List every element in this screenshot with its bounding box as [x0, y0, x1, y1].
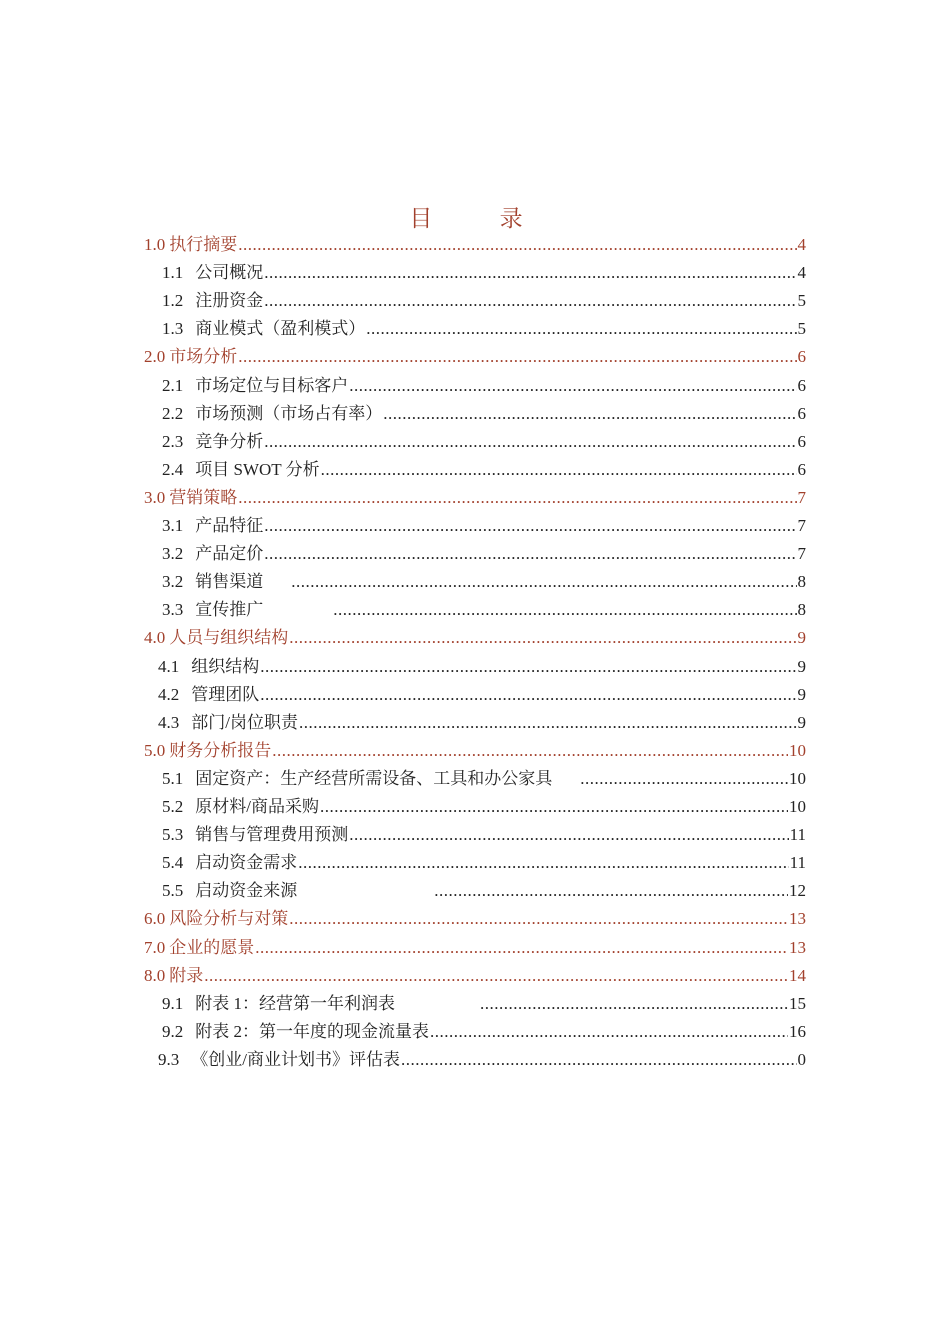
- toc-entry[interactable]: [162, 428, 806, 456]
- toc-leader-dots: [333, 596, 796, 624]
- toc-entry-page: 5: [797, 291, 806, 311]
- toc-leader-dots: [321, 456, 797, 484]
- toc-leader-dots: [238, 343, 796, 371]
- toc-entry-page: 12: [789, 881, 806, 901]
- toc-leader-dots: [480, 990, 788, 1018]
- toc-leader-dots: [264, 512, 796, 540]
- toc-entry[interactable]: [144, 231, 806, 259]
- toc-entry[interactable]: [162, 540, 806, 568]
- toc-entry-number: 5.5: [162, 881, 184, 901]
- toc-entry-number: 4.1: [158, 656, 180, 676]
- toc-entry-number: 6.0: [144, 909, 166, 929]
- toc-entry[interactable]: [162, 793, 806, 821]
- toc-entry[interactable]: [144, 905, 806, 933]
- toc-entry[interactable]: [144, 343, 806, 371]
- toc-entry-page: 8: [797, 572, 806, 592]
- toc-entry-page: 6: [797, 459, 806, 479]
- toc-entry-page: 6: [797, 347, 806, 367]
- toc-entry[interactable]: [162, 821, 806, 849]
- toc-leader-dots: [255, 934, 788, 962]
- toc-entry-number: 9.3: [158, 1049, 180, 1069]
- toc-leader-dots: [238, 484, 796, 512]
- toc-entry[interactable]: [162, 287, 806, 315]
- toc-leader-dots: [289, 905, 788, 933]
- toc-entry[interactable]: [162, 849, 806, 877]
- toc-entry-number: 2.0: [144, 347, 166, 367]
- toc-entry-number: 7.0: [144, 937, 166, 957]
- toc-entry-page: 9: [797, 628, 806, 648]
- toc-leader-dots: [260, 681, 796, 709]
- toc-leader-dots: [264, 287, 796, 315]
- toc-entry[interactable]: [144, 484, 806, 512]
- toc-entry-number: 2.1: [162, 375, 184, 395]
- toc-leader-dots: [349, 821, 788, 849]
- toc-entry[interactable]: [158, 681, 806, 709]
- toc-entry-title: 财务分析报告: [169, 740, 272, 760]
- toc-entry[interactable]: [162, 765, 806, 793]
- toc-entry-title: 部门/岗位职责: [191, 712, 298, 732]
- toc-leader-dots: [260, 653, 796, 681]
- toc-entry-title: 启动资金来源: [195, 881, 298, 901]
- toc-entry-page: 7: [797, 487, 806, 507]
- toc-entry-number: 5.0: [144, 740, 166, 760]
- toc-entry-number: 1.1: [162, 263, 184, 283]
- toc-entry-number: 3.1: [162, 516, 184, 535]
- toc-entry-page: 16: [789, 1021, 806, 1041]
- toc-entry-title: 附表 2：第一年度的现金流量表: [195, 1021, 429, 1041]
- toc-entry-title: 销售与管理费用预测: [195, 825, 349, 845]
- toc-entry-title: 组织结构: [191, 656, 260, 676]
- toc-leader-dots: [291, 568, 796, 596]
- toc-entry-title: 启动资金需求: [195, 853, 298, 873]
- toc-entry[interactable]: [162, 512, 806, 540]
- toc-entry[interactable]: [162, 400, 806, 428]
- toc-entry-page: 6: [797, 375, 806, 395]
- toc-entry-page: 14: [789, 965, 806, 985]
- toc-entry-title: 附录: [169, 965, 204, 985]
- toc-entry-page: 15: [789, 993, 806, 1013]
- toc-entry[interactable]: [162, 456, 806, 484]
- toc-leader-dots: [366, 315, 796, 343]
- toc-entry-title: 市场分析: [169, 347, 238, 367]
- toc-entry-page: 11: [789, 825, 806, 845]
- toc-entry-number: 1.0: [144, 235, 166, 254]
- toc-leader-dots: [434, 877, 788, 905]
- toc-entry[interactable]: [162, 596, 806, 624]
- toc-entry[interactable]: [144, 624, 806, 652]
- toc-entry[interactable]: [162, 1018, 806, 1046]
- toc-entry-number: 5.2: [162, 797, 184, 816]
- toc-entry-page: 4: [797, 235, 806, 254]
- toc-leader-dots: [264, 428, 796, 456]
- toc-entry-number: 4.0: [144, 628, 166, 648]
- toc-entry-page: 11: [789, 853, 806, 873]
- toc-entry-number: 2.3: [162, 431, 184, 451]
- toc-leader-dots: [430, 1018, 788, 1046]
- toc-entry-page: 9: [797, 712, 806, 732]
- toc-entry[interactable]: [162, 372, 806, 400]
- toc-entry-title: 商业模式（盈利模式）: [195, 319, 366, 339]
- toc-entry-title: 项目 SWOT 分析: [195, 459, 320, 479]
- toc-entry-title: 宣传推广: [195, 600, 264, 620]
- toc-leader-dots: [272, 737, 788, 765]
- toc-entry-number: 4.3: [158, 712, 180, 732]
- toc-leader-dots: [349, 372, 796, 400]
- toc-entry[interactable]: [144, 962, 806, 990]
- toc-entry-number: 9.2: [162, 1021, 184, 1041]
- toc-entry-title: 产品定价: [195, 544, 264, 564]
- toc-leader-dots: [320, 793, 788, 821]
- toc-entry-number: 8.0: [144, 965, 166, 985]
- toc-entry[interactable]: [158, 653, 806, 681]
- toc-entry[interactable]: [162, 568, 806, 596]
- toc-leader-dots: [298, 849, 788, 877]
- toc-entry[interactable]: [162, 259, 806, 287]
- toc-entry-title: 人员与组织结构: [169, 628, 289, 648]
- toc-leader-dots: [238, 231, 796, 259]
- toc-entry-page: 13: [789, 909, 806, 929]
- toc-leader-dots: [204, 962, 788, 990]
- toc-entry-number: 1.2: [162, 291, 184, 311]
- toc-entry-number: 5.3: [162, 825, 184, 845]
- toc-entry-page: 10: [789, 768, 806, 788]
- toc-entry-number: 9.1: [162, 993, 184, 1013]
- toc-leader-dots: [264, 540, 796, 568]
- toc-entry-number: 2.4: [162, 459, 184, 479]
- toc-entry[interactable]: [158, 1046, 806, 1074]
- toc-entry-page: 0: [797, 1049, 806, 1069]
- toc-leader-dots: [264, 259, 796, 287]
- toc-entry-title: 风险分析与对策: [169, 909, 289, 929]
- toc-entry[interactable]: [158, 709, 806, 737]
- toc-entry-title: 执行摘要: [169, 235, 238, 254]
- toc-entry[interactable]: [162, 315, 806, 343]
- toc-entry[interactable]: [162, 877, 806, 905]
- toc-entry[interactable]: [144, 934, 806, 962]
- toc-entry-page: 6: [797, 431, 806, 451]
- toc-entry-page: 10: [789, 797, 806, 816]
- toc-entry-number: 3.0: [144, 487, 166, 507]
- toc-entry-title: 原材料/商品采购: [195, 797, 319, 816]
- toc-entry-title: 市场定位与目标客户: [195, 375, 349, 395]
- toc-entry-title: 《创业/商业计划书》评估表: [191, 1049, 400, 1069]
- toc-entry-title: 营销策略: [169, 487, 238, 507]
- toc-leader-dots: [289, 624, 796, 652]
- toc-entry-title: 公司概况: [195, 263, 264, 283]
- toc-entry-page: 4: [797, 263, 806, 283]
- toc-entry-number: 1.3: [162, 319, 184, 339]
- toc-entry-title: 竞争分析: [195, 431, 264, 451]
- toc-entry-title: 销售渠道: [195, 572, 264, 592]
- toc-entry-title: 市场预测（市场占有率）: [195, 403, 383, 423]
- toc-leader-dots: [383, 400, 796, 428]
- toc-entry-number: 3.3: [162, 600, 184, 620]
- toc-entry-page: 9: [797, 656, 806, 676]
- toc-entry-number: 2.2: [162, 403, 184, 423]
- toc-entry-title: 注册资金: [195, 291, 264, 311]
- toc-entry-title: 附表 1：经营第一年利润表: [195, 993, 395, 1013]
- toc-leader-dots: [401, 1046, 797, 1074]
- toc-entry-page: 10: [789, 740, 806, 760]
- toc-entry-number: 3.2: [162, 572, 184, 592]
- toc-entry-page: 6: [797, 403, 806, 423]
- toc-entry-page: 13: [789, 937, 806, 957]
- toc-entry-page: 7: [797, 516, 806, 535]
- toc-entry-page: 8: [797, 600, 806, 620]
- toc-entry-title: 企业的愿景: [169, 937, 255, 957]
- toc-entry[interactable]: [144, 737, 806, 765]
- toc-entry-page: 5: [797, 319, 806, 339]
- toc-entry-page: 9: [797, 684, 806, 704]
- toc-entry-number: 3.2: [162, 544, 184, 564]
- toc-entry-number: 5.4: [162, 853, 184, 873]
- toc-entry[interactable]: [162, 990, 806, 1018]
- toc-title: 目 录: [409, 206, 553, 232]
- toc-entry-title: 管理团队: [191, 684, 260, 704]
- toc-entry-title: 固定资产：生产经营所需设备、工具和办公家具: [195, 768, 553, 788]
- toc-leader-dots: [580, 765, 788, 793]
- toc-entry-title: 产品特征: [195, 516, 264, 535]
- toc-entry-page: 7: [797, 544, 806, 564]
- toc-leader-dots: [299, 709, 797, 737]
- toc-entry-number: 4.2: [158, 684, 180, 704]
- toc-entry-number: 5.1: [162, 768, 184, 788]
